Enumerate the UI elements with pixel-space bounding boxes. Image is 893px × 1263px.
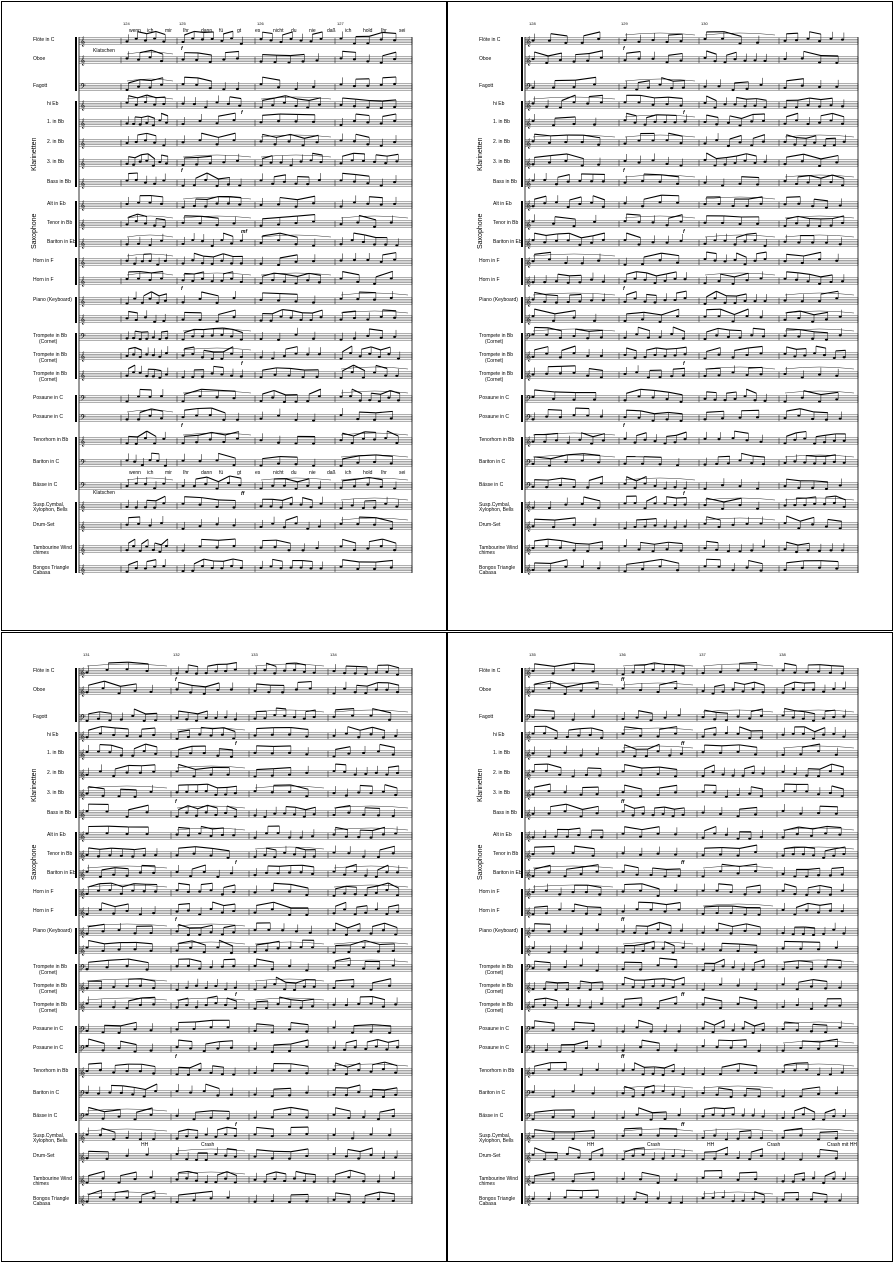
instrument-label: 1. in Bb [493, 750, 510, 756]
lyric-syllable: ich [345, 470, 352, 476]
lyric-syllable: du [291, 28, 297, 34]
svg-text:𝄞: 𝄞 [80, 889, 86, 899]
dynamic-marking: f [175, 1054, 177, 1060]
instrument-label: Susp.Cymbal, Xylophon, Bells [479, 502, 514, 513]
instrument-label: Fagott [479, 83, 494, 89]
instrument-label: Piano (Keyboard) [33, 928, 72, 934]
instrument-label: Trompete in Bb [33, 371, 67, 377]
instrument-label: Horn in F [479, 277, 500, 283]
dynamic-marking: ff [681, 860, 685, 866]
dynamic-marking: f [241, 110, 243, 116]
instrument-label: Tambourine Wind chimes [479, 545, 518, 556]
instrument-label: Oboe [479, 56, 492, 62]
dynamic-marking: ff [621, 1054, 625, 1060]
svg-text:𝄞: 𝄞 [80, 101, 86, 111]
svg-text:𝄞: 𝄞 [80, 545, 86, 555]
dynamic-marking: mf [241, 229, 248, 235]
instrument-label: Trompete in Bb [33, 352, 67, 358]
group-label-klarinetten: Klarinetten [31, 137, 38, 171]
svg-text:𝄞: 𝄞 [526, 179, 532, 189]
svg-text:𝄢: 𝄢 [80, 414, 86, 424]
instrument-label: Posaune in C [33, 414, 64, 420]
instrument-label: Posaune in C [479, 1026, 510, 1032]
dynamic-marking: f [683, 110, 685, 116]
svg-text:𝄞: 𝄞 [526, 565, 532, 575]
group-label-saxophone: Saxophone [31, 844, 38, 880]
svg-text:𝄞: 𝄞 [80, 371, 86, 381]
lyric-syllable: es [255, 28, 261, 34]
instrument-sublabel: (Cornet) [39, 377, 58, 383]
svg-text:𝄢: 𝄢 [80, 333, 86, 343]
instrument-label: Trompete in Bb [33, 1002, 67, 1008]
svg-text:𝄞: 𝄞 [526, 239, 532, 249]
lyric-syllable: sei [399, 470, 406, 476]
dynamic-marking: f [623, 46, 625, 52]
instrument-label: Tenorhorn in Bb [479, 437, 515, 443]
dynamic-marking: f [241, 361, 243, 367]
instrument-label: Bass in Bb [47, 810, 71, 816]
svg-text:𝄢: 𝄢 [80, 83, 86, 93]
measure-number: 138 [779, 652, 786, 657]
svg-text:𝄞: 𝄞 [80, 502, 86, 512]
score-page [447, 1, 893, 631]
svg-text:𝄞: 𝄞 [526, 297, 532, 307]
instrument-sublabel: (Cornet) [39, 970, 58, 976]
instrument-sublabel: (Cornet) [485, 1008, 504, 1014]
instrument-label: hi Eb [493, 101, 505, 107]
instrument-sublabel: (Cornet) [485, 358, 504, 364]
lyric-syllable: mir [165, 470, 172, 476]
instrument-label: Posaune in C [33, 1045, 64, 1051]
instrument-label: Oboe [33, 687, 46, 693]
instrument-label: Horn in F [479, 908, 500, 914]
instrument-label: Bongos Triangle Cabasa [479, 1196, 516, 1207]
dynamic-marking: ff [621, 799, 625, 805]
instrument-label: Flöte in C [33, 668, 55, 674]
instrument-sublabel: (Cornet) [485, 970, 504, 976]
performance-annotation: Crash [767, 1142, 781, 1148]
performance-annotation: Klatschen [93, 490, 115, 496]
instrument-sublabel: (Cornet) [39, 339, 58, 345]
dynamic-marking: f [683, 491, 685, 497]
measure-number: 132 [173, 652, 180, 657]
svg-text:𝄞: 𝄞 [526, 201, 532, 211]
instrument-label: Drum-Set [33, 1153, 55, 1159]
instrument-label: Bässe in C [33, 1113, 58, 1119]
svg-text:𝄢: 𝄢 [526, 395, 532, 405]
svg-text:𝄞: 𝄞 [80, 851, 86, 861]
svg-text:𝄢: 𝄢 [80, 482, 86, 492]
instrument-label: Trompete in Bb [479, 964, 513, 970]
instrument-label: Tambourine Wind chimes [479, 1176, 518, 1187]
instrument-label: Tenor in Bb [47, 851, 73, 857]
measure-number: 134 [330, 652, 337, 657]
instrument-label: Trompete in Bb [479, 983, 513, 989]
svg-text:𝄞: 𝄞 [526, 56, 532, 66]
instrument-label: Tenorhorn in Bb [33, 1068, 69, 1074]
instrument-label: Bariton in Eb [47, 239, 76, 245]
instrument-label: 2. in Bb [47, 770, 64, 776]
instrument-label: Alt in Eb [493, 832, 512, 838]
dynamic-marking: f [175, 677, 177, 683]
svg-text:𝄢: 𝄢 [526, 482, 532, 492]
svg-text:𝄢: 𝄢 [80, 459, 86, 469]
instrument-label: 1. in Bb [47, 750, 64, 756]
lyric-syllable: gt [237, 470, 242, 476]
instrument-label: Posaune in C [33, 395, 64, 401]
instrument-label: Horn in F [479, 889, 500, 895]
instrument-label: Bariton in Eb [493, 239, 522, 245]
instrument-label: Bongos Triangle Cabasa [479, 565, 516, 576]
group-label-klarinetten: Klarinetten [477, 768, 484, 802]
dynamic-marking: f [623, 423, 625, 429]
instrument-label: hi Eb [493, 732, 505, 738]
instrument-label: Flöte in C [479, 37, 501, 43]
lyric-syllable: nicht [273, 28, 284, 34]
svg-text:𝄞: 𝄞 [80, 522, 86, 532]
instrument-label: Tambourine Wind chimes [33, 1176, 72, 1187]
svg-text:𝄞: 𝄞 [80, 37, 86, 47]
instrument-label: Bariton in C [479, 459, 506, 465]
dynamic-marking: f [181, 423, 183, 429]
instrument-label: Bass in Bb [47, 179, 71, 185]
instrument-label: Posaune in C [33, 1026, 64, 1032]
lyric-syllable: es [255, 470, 261, 476]
measure-number: 127 [337, 21, 344, 26]
score-page-notation [447, 1, 893, 631]
group-label-klarinetten: Klarinetten [31, 768, 38, 802]
dynamic-marking: ff [241, 491, 245, 497]
svg-text:𝄞: 𝄞 [526, 352, 532, 362]
svg-text:𝄞: 𝄞 [80, 908, 86, 918]
instrument-label: Piano (Keyboard) [479, 297, 518, 303]
dynamic-marking: ff [621, 677, 625, 683]
svg-text:𝄞: 𝄞 [80, 687, 86, 697]
svg-text:𝄞: 𝄞 [80, 179, 86, 189]
svg-text:𝄞: 𝄞 [526, 37, 532, 47]
instrument-label: Oboe [479, 687, 492, 693]
score-page-notation [1, 632, 447, 1262]
svg-text:𝄞: 𝄞 [80, 315, 86, 325]
instrument-label: Susp.Cymbal, Xylophon, Bells [479, 1133, 514, 1144]
instrument-label: Trompete in Bb [33, 333, 67, 339]
lyric-syllable: fü [219, 470, 224, 476]
svg-text:𝄢: 𝄢 [526, 333, 532, 343]
svg-text:𝄢: 𝄢 [526, 459, 532, 469]
instrument-label: Flöte in C [479, 668, 501, 674]
svg-text:𝄢: 𝄢 [80, 714, 86, 724]
dynamic-marking: f [235, 1122, 237, 1128]
instrument-label: hi Eb [47, 101, 59, 107]
svg-text:𝄞: 𝄞 [80, 810, 86, 820]
dynamic-marking: ff [681, 1122, 685, 1128]
svg-text:𝄞: 𝄞 [80, 832, 86, 842]
lyric-syllable: nicht [273, 470, 284, 476]
lyric-syllable: nie [309, 28, 316, 34]
lyric-syllable: hold [363, 28, 373, 34]
svg-text:𝄢: 𝄢 [80, 395, 86, 405]
instrument-label: Alt in Eb [47, 832, 66, 838]
svg-text:𝄞: 𝄞 [80, 258, 86, 268]
instrument-label: Trompete in Bb [33, 964, 67, 970]
group-label-klarinetten: Klarinetten [477, 137, 484, 171]
instrument-label: Bariton in C [479, 1090, 506, 1096]
lyric-syllable: Ihr [381, 470, 387, 476]
instrument-label: Horn in F [33, 277, 54, 283]
lyric-syllable: nie [309, 470, 316, 476]
dynamic-marking: f [235, 992, 237, 998]
instrument-label: 2. in Bb [493, 139, 510, 145]
svg-text:𝄞: 𝄞 [80, 565, 86, 575]
dynamic-marking: f [683, 229, 685, 235]
svg-text:𝄞: 𝄞 [80, 1002, 86, 1012]
score-page [447, 632, 893, 1262]
lyric-syllable: ich [345, 28, 352, 34]
measure-number: 136 [619, 652, 626, 657]
svg-text:𝄞: 𝄞 [80, 770, 86, 780]
performance-annotation: HH [587, 1142, 595, 1148]
instrument-label: 3. in Bb [493, 790, 510, 796]
instrument-label: Fagott [479, 714, 494, 720]
lyric-syllable: fü [219, 28, 224, 34]
instrument-label: Tambourine Wind chimes [33, 545, 72, 556]
lyric-syllable: wenn [129, 470, 141, 476]
performance-annotation: Crash mit HH [827, 1142, 858, 1148]
svg-text:𝄞: 𝄞 [80, 668, 86, 678]
dynamic-marking: f [181, 286, 183, 292]
svg-text:𝄢: 𝄢 [526, 83, 532, 93]
instrument-label: Horn in F [33, 258, 54, 264]
instrument-label: Tenor in Bb [47, 220, 73, 226]
performance-annotation: Crash [201, 1142, 215, 1148]
score-page [1, 1, 447, 631]
instrument-label: Tenorhorn in Bb [33, 437, 69, 443]
instrument-label: Piano (Keyboard) [33, 297, 72, 303]
lyric-syllable: sei [399, 28, 406, 34]
instrument-label: Tenor in Bb [493, 851, 519, 857]
instrument-label: Piano (Keyboard) [479, 928, 518, 934]
svg-text:𝄞: 𝄞 [80, 56, 86, 66]
instrument-label: Posaune in C [479, 1045, 510, 1051]
svg-text:𝄞: 𝄞 [526, 502, 532, 512]
score-page [1, 632, 447, 1262]
measure-number: 131 [83, 652, 90, 657]
svg-text:𝄞: 𝄞 [80, 220, 86, 230]
instrument-label: Tenorhorn in Bb [479, 1068, 515, 1074]
lyric-syllable: dann [201, 470, 213, 476]
instrument-label: Bongos Triangle Cabasa [33, 565, 70, 576]
performance-annotation: HH [141, 1142, 149, 1148]
instrument-label: Horn in F [479, 258, 500, 264]
instrument-label: 3. in Bb [47, 159, 64, 165]
instrument-label: Drum-Set [479, 522, 501, 528]
measure-number: 129 [621, 21, 628, 26]
measure-number: 128 [529, 21, 536, 26]
instrument-label: Flöte in C [33, 37, 55, 43]
lyric-syllable: mir [165, 28, 172, 34]
svg-text:𝄞: 𝄞 [80, 928, 86, 938]
svg-text:𝄞: 𝄞 [526, 220, 532, 230]
group-label-saxophone: Saxophone [31, 213, 38, 249]
dynamic-marking: f [175, 917, 177, 923]
instrument-label: Bariton in Eb [493, 870, 522, 876]
svg-text:𝄞: 𝄞 [80, 946, 86, 956]
measure-number: 137 [699, 652, 706, 657]
svg-text:𝄞: 𝄞 [80, 297, 86, 307]
instrument-label: Drum-Set [479, 1153, 501, 1159]
svg-text:𝄞: 𝄞 [80, 119, 86, 129]
instrument-sublabel: (Cornet) [39, 358, 58, 364]
svg-text:𝄞: 𝄞 [526, 522, 532, 532]
instrument-label: Tenor in Bb [493, 220, 519, 226]
performance-annotation: Klatschen [93, 48, 115, 54]
svg-text:𝄞: 𝄞 [80, 352, 86, 362]
dynamic-marking: f [235, 860, 237, 866]
lyric-syllable: daß [327, 28, 336, 34]
lyric-syllable: Ihr [183, 470, 189, 476]
svg-text:𝄢: 𝄢 [80, 964, 86, 974]
dynamic-marking: f [181, 168, 183, 174]
instrument-sublabel: (Cornet) [485, 339, 504, 345]
svg-text:𝄞: 𝄞 [80, 201, 86, 211]
measure-number: 135 [529, 652, 536, 657]
instrument-label: Bariton in C [33, 1090, 60, 1096]
instrument-label: Horn in F [33, 908, 54, 914]
instrument-label: Bass in Bb [493, 179, 517, 185]
instrument-label: Trompete in Bb [479, 333, 513, 339]
lyric-syllable: wenn [129, 28, 141, 34]
svg-text:𝄞: 𝄞 [526, 159, 532, 169]
instrument-sublabel: (Cornet) [39, 989, 58, 995]
instrument-label: 1. in Bb [47, 119, 64, 125]
svg-text:𝄞: 𝄞 [80, 159, 86, 169]
instrument-label: 3. in Bb [47, 790, 64, 796]
instrument-label: Susp.Cymbal, Xylophon, Bells [33, 1133, 68, 1144]
svg-text:𝄞: 𝄞 [80, 139, 86, 149]
instrument-label: Horn in F [33, 889, 54, 895]
svg-text:𝄢: 𝄢 [80, 1026, 86, 1036]
measure-number: 125 [179, 21, 186, 26]
lyric-syllable: Ihr [381, 28, 387, 34]
lyric-syllable: hold [363, 470, 373, 476]
svg-text:𝄞: 𝄞 [526, 437, 532, 447]
instrument-label: 1. in Bb [493, 119, 510, 125]
svg-text:𝄞: 𝄞 [526, 371, 532, 381]
svg-text:𝄞: 𝄞 [526, 258, 532, 268]
svg-text:𝄢: 𝄢 [80, 1045, 86, 1055]
svg-text:𝄞: 𝄞 [526, 101, 532, 111]
svg-text:𝄞: 𝄞 [80, 277, 86, 287]
svg-text:𝄞: 𝄞 [526, 277, 532, 287]
instrument-label: Fagott [33, 83, 48, 89]
instrument-label: Bariton in C [33, 459, 60, 465]
instrument-label: Fagott [33, 714, 48, 720]
lyric-syllable: gt [237, 28, 242, 34]
score-page-notation [447, 632, 893, 1262]
lyric-syllable: dann [201, 28, 213, 34]
group-label-saxophone: Saxophone [477, 213, 484, 249]
instrument-label: hi Eb [47, 732, 59, 738]
dynamic-marking: f [683, 361, 685, 367]
instrument-label: Trompete in Bb [479, 371, 513, 377]
instrument-label: Bass in Bb [493, 810, 517, 816]
lyric-syllable: Ihr [183, 28, 189, 34]
instrument-label: Posaune in C [479, 414, 510, 420]
instrument-label: Bässe in C [479, 1113, 504, 1119]
instrument-label: Trompete in Bb [479, 352, 513, 358]
instrument-label: 3. in Bb [493, 159, 510, 165]
instrument-label: Oboe [33, 56, 46, 62]
svg-text:𝄞: 𝄞 [80, 983, 86, 993]
svg-text:𝄞: 𝄞 [526, 119, 532, 129]
instrument-sublabel: (Cornet) [485, 989, 504, 995]
lyric-syllable: du [291, 470, 297, 476]
svg-text:𝄞: 𝄞 [526, 545, 532, 555]
instrument-label: Posaune in C [479, 395, 510, 401]
lyric-syllable: daß [327, 470, 336, 476]
svg-text:𝄞: 𝄞 [80, 732, 86, 742]
dynamic-marking: f [623, 286, 625, 292]
lyric-syllable: ich [147, 28, 154, 34]
instrument-label: Bässe in C [479, 482, 504, 488]
instrument-sublabel: (Cornet) [39, 1008, 58, 1014]
instrument-label: Bariton in Eb [47, 870, 76, 876]
svg-text:𝄞: 𝄞 [80, 870, 86, 880]
instrument-label: Drum-Set [33, 522, 55, 528]
svg-text:𝄞: 𝄞 [80, 790, 86, 800]
svg-text:𝄞: 𝄞 [526, 139, 532, 149]
svg-text:𝄞: 𝄞 [80, 750, 86, 760]
group-label-saxophone: Saxophone [477, 844, 484, 880]
instrument-label: 2. in Bb [47, 139, 64, 145]
measure-number: 130 [701, 21, 708, 26]
instrument-label: 2. in Bb [493, 770, 510, 776]
instrument-label: Bongos Triangle Cabasa [33, 1196, 70, 1207]
lyric-syllable: ich [147, 470, 154, 476]
dynamic-marking: f [235, 741, 237, 747]
instrument-label: Susp.Cymbal, Xylophon, Bells [33, 502, 68, 513]
svg-text:𝄞: 𝄞 [80, 437, 86, 447]
dynamic-marking: ff [681, 741, 685, 747]
instrument-label: Alt in Eb [493, 201, 512, 207]
dynamic-marking: f [623, 168, 625, 174]
svg-text:𝄞: 𝄞 [526, 315, 532, 325]
instrument-label: Trompete in Bb [33, 983, 67, 989]
instrument-label: Trompete in Bb [479, 1002, 513, 1008]
measure-number: 126 [257, 21, 264, 26]
measure-number: 124 [123, 21, 130, 26]
performance-annotation: Crash [647, 1142, 661, 1148]
dynamic-marking: ff [681, 992, 685, 998]
instrument-label: Bässe in C [33, 482, 58, 488]
dynamic-marking: f [181, 46, 183, 52]
svg-text:𝄢: 𝄢 [526, 414, 532, 424]
instrument-sublabel: (Cornet) [485, 377, 504, 383]
svg-text:𝄞: 𝄞 [80, 239, 86, 249]
measure-number: 133 [251, 652, 258, 657]
instrument-label: Alt in Eb [47, 201, 66, 207]
performance-annotation: HH [707, 1142, 715, 1148]
dynamic-marking: f [175, 799, 177, 805]
dynamic-marking: ff [621, 917, 625, 923]
score-page-notation [1, 1, 447, 631]
